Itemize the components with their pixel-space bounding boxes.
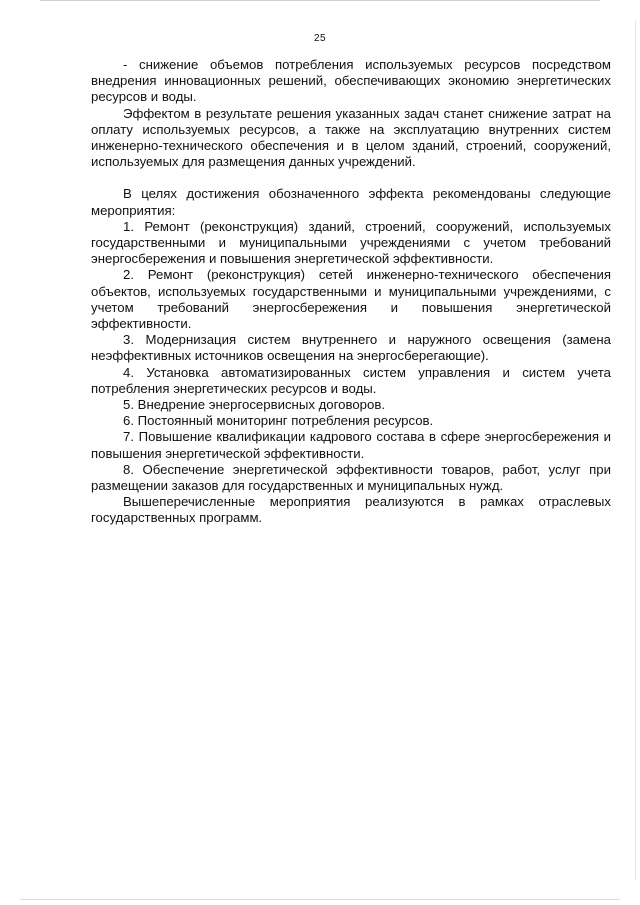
list-item-6: 6. Постоянный мониторинг потребления ресурсов. (123, 413, 434, 429)
list-item-3: 3. Модернизация систем внутреннего и наружного освещения (замена неэффективных источников освещения на энергосберегающие). (91, 332, 611, 364)
document-body (91, 57, 611, 527)
list-item-5: 5. Внедрение энергосервисных договоров. (123, 397, 385, 413)
list-item-4: 4. Установка автоматизированных систем управления и систем учета потребления энергетических ресурсов и воды. (91, 364, 611, 396)
paragraph-reduction-consumption: - снижение объемов потребления используемых ресурсов посредством внедрения инновационных решений, обеспечивающих экономию энергетических ресурсов и воды. (91, 57, 611, 105)
paragraph-conclusion: Вышеперечисленные мероприятия реализуются в рамках отраслевых государственных программ. (91, 494, 611, 526)
list-item-2: 2. Ремонт (реконструкция) сетей инженерно-технического обеспечения объектов, используемых государственными и муниципальными учреждениями, с учетом требований энергосбережения и повышения энергетической эффективности. (91, 267, 611, 332)
scan-edge-right (635, 20, 636, 880)
scan-edge-top (40, 0, 600, 1)
scan-edge-bottom (20, 899, 620, 900)
list-item-7: 7. Повышение квалификации кадрового состава в сфере энергосбережения и повышения энергетической эффективности. (91, 429, 611, 461)
paragraph-effect: Эффектом в результате решения указанных задач станет снижение затрат на оплату используемых ресурсов, а также на эксплуатацию внутренних систем инженерно-технического обеспечения и в целом зданий, строений, сооружений, используемых для размещения данных учреждений. (91, 105, 611, 170)
list-item-8: 8. Обеспечение энергетической эффективности товаров, работ, услуг при размещении заказов для государственных и муниципальных нужд. (91, 461, 611, 494)
paragraph-measures-intro: В целях достижения обозначенного эффекта рекомендованы следующие мероприятия: (91, 186, 611, 218)
page-number: 25 (313, 33, 327, 44)
list-item-1: 1. Ремонт (реконструкция) зданий, строений, сооружений, используемых государственными и муниципальными учреждениями с учетом требований энергосбережения и повышения энергетической эффективности. (91, 218, 611, 267)
